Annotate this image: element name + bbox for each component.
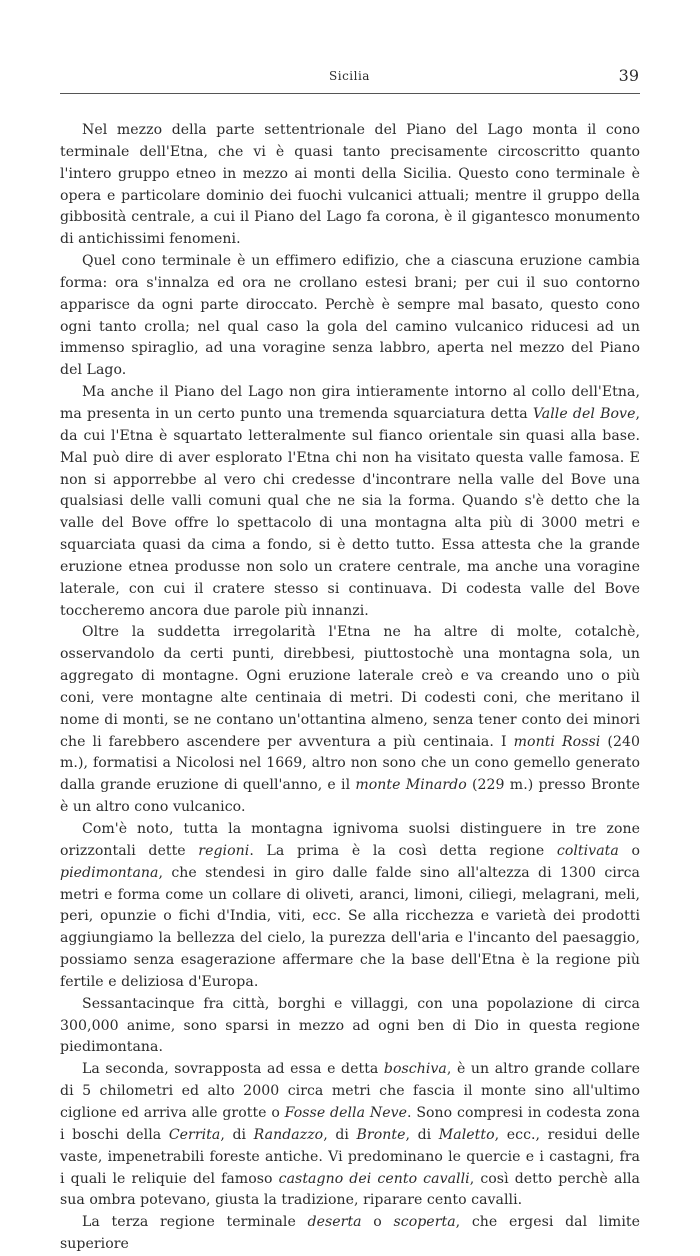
- text-run: o: [361, 1214, 394, 1231]
- body-text: [60, 120, 640, 1256]
- paragraph: [60, 994, 640, 1060]
- italic-term: castagno dei cento cavalli: [278, 1170, 470, 1187]
- paragraph: [60, 251, 640, 382]
- italic-term: monte Minardo: [355, 777, 467, 794]
- italic-term: Fosse della Neve: [284, 1104, 407, 1121]
- paragraph: [60, 120, 640, 251]
- italic-term: coltivata: [556, 842, 619, 859]
- paragraph: [60, 382, 640, 622]
- italic-term: deserta: [307, 1214, 362, 1231]
- italic-term: Cerrita: [168, 1126, 221, 1143]
- text-run: , ecc., residui delle vaste, impenetrabili foreste antiche. Vi predominano le quercie e i castagni, fra i quali le reliquie del famoso: [60, 1126, 640, 1187]
- text-run: Nel mezzo della parte settentrionale del Piano del Lago monta il cono terminale dell'Etna, che vi è quasi tanto precisamente circoscritto quanto l'intero gruppo etneo in mezzo ai monti della Sicilia. Questo cono terminale è opera e particolare dominio dei fuochi vulcanici attuali; mentre il gruppo della gibbosità centrale, a cui il Piano del Lago fa corona, è il gigantesco monumento di antichissimi fenomeni.: [60, 122, 640, 248]
- italic-term: boschiva: [383, 1061, 447, 1078]
- italic-term: piedimontana: [60, 864, 159, 881]
- text-run: , di: [405, 1126, 439, 1143]
- text-run: o: [618, 842, 640, 859]
- text-run: (240 m.), formatisi a Nicolosi nel 1669, altro non sono che un cono gemello generato dalla grande eruzione di quell'anno, e il: [60, 733, 640, 794]
- italic-term: Randazzo: [253, 1126, 324, 1143]
- running-title: Sicilia: [329, 69, 370, 83]
- header-rule: [60, 93, 640, 94]
- text-run: . Sono compresi in codesta zona i boschi della: [60, 1104, 640, 1143]
- page-number: 39: [618, 66, 639, 85]
- paragraph: [60, 1059, 640, 1212]
- italic-term: Valle del Bove: [532, 405, 636, 422]
- text-run: Ma anche il Piano del Lago non gira intieramente intorno al collo dell'Etna, ma presenta in un certo punto una tremenda squarciatura detta: [60, 384, 640, 422]
- text-run: . La prima è la così detta regione: [249, 842, 557, 859]
- text-run: Oltre la suddetta irregolarità l'Etna ne ha altre di molte, cotalchè, osservandolo da certi punti, direbbesi, piuttostochè una montagna sola, un aggregato di montagne. Ogni eruzione laterale creò e va creando uno o più coni, vere montagne alte centinaia di metri. Di codesti coni, che meritano il nome di monti, se ne contano un'ottantina almeno, senza tener conto dei minori che li farebbero ascendere per avventura a più centinaia. I: [60, 624, 640, 750]
- text-run: , che stendesi in giro dalle falde sino all'altezza di 1300 circa metri e forma come un collare di oliveti, aranci, limoni, ciliegi, melagrani, meli, peri, opunzie o fichi d'India, viti, ecc. Se alla ricchezza e varietà dei prodotti aggiungiamo la bellezza del cielo, la purezza dell'aria e l'incanto del paesaggio, possiamo senza esagerazione affermare che la base dell'Etna è la regione più fertile e deliziosa d'Europa.: [60, 864, 640, 990]
- text-run: La terza regione terminale: [82, 1214, 308, 1231]
- italic-term: Maletto: [438, 1126, 495, 1143]
- text-run: , che ergesi dal limite superiore: [60, 1214, 640, 1253]
- text-run: Com'è noto, tutta la montagna ignivoma suolsi distinguere in tre zone orizzontali dette: [60, 821, 640, 859]
- text-run: , così detto perchè alla sua ombra potevano, giusta la tradizione, riparare cento cavalli.: [60, 1170, 641, 1209]
- text-run: , è un altro grande collare di 5 chilometri ed alto 2000 circa metri che fascia il monte sino all'ultimo ciglione ed arriva alle grotte o: [60, 1061, 640, 1121]
- page-header: [60, 66, 639, 88]
- italic-term: regioni: [198, 842, 250, 859]
- text-run: , di: [323, 1126, 357, 1143]
- paragraph: [60, 1212, 640, 1256]
- text-run: (229 m.) presso Bronte è un altro cono vulcanico.: [60, 777, 640, 816]
- text-run: Quel cono terminale è un effimero edifizio, che a ciascuna eruzione cambia forma: ora s'innalza ed ora ne crollano estesi brani; per cui il suo contorno apparisce da ogni parte diroccato. Perchè è sempre mal basato, questo cono ogni tanto crolla; nel qual caso la gola del camino vulcanico riducesi ad un immenso spiraglio, ad una voragine senza labbro, aperta nel mezzo del Piano del Lago.: [60, 253, 640, 379]
- paragraph: [60, 622, 640, 819]
- text-run: Sessantacinque fra città, borghi e villaggi, con una popolazione di circa 300,000 anime, sono sparsi in mezzo ad ogni ben di Dio in questa regione piedimontana.: [60, 995, 640, 1056]
- text-run: , da cui l'Etna è squartato letteralmente sul fianco orientale sin quasi alla base. Mal può dire di aver esplorato l'Etna chi non ha visitato questa valle famosa. E non si apporrebbe al vero chi credesse d'incontrare nella valle del Bove una qualsiasi delle valli comuni qual che ne sia la forma. Quando s'è detto che la valle del Bove offre lo spettacolo di una montagna alta più di 3000 metri e squarciata quasi da cima a fondo, si è detto tutto. Essa attesta che la grande eruzione etnea produsse non solo un cratere centrale, ma anche una voragine laterale, con cui il cratere stesso si continuava. Di codesta valle del Bove toccheremo ancora due parole più innanzi.: [60, 405, 640, 619]
- italic-term: scoperta: [393, 1214, 456, 1231]
- text-run: La seconda, sovrapposta ad essa e detta: [82, 1061, 384, 1078]
- italic-term: monti Rossi: [513, 733, 601, 750]
- italic-term: Bronte: [356, 1126, 406, 1143]
- paragraph: [60, 819, 640, 994]
- text-run: , di: [220, 1126, 254, 1143]
